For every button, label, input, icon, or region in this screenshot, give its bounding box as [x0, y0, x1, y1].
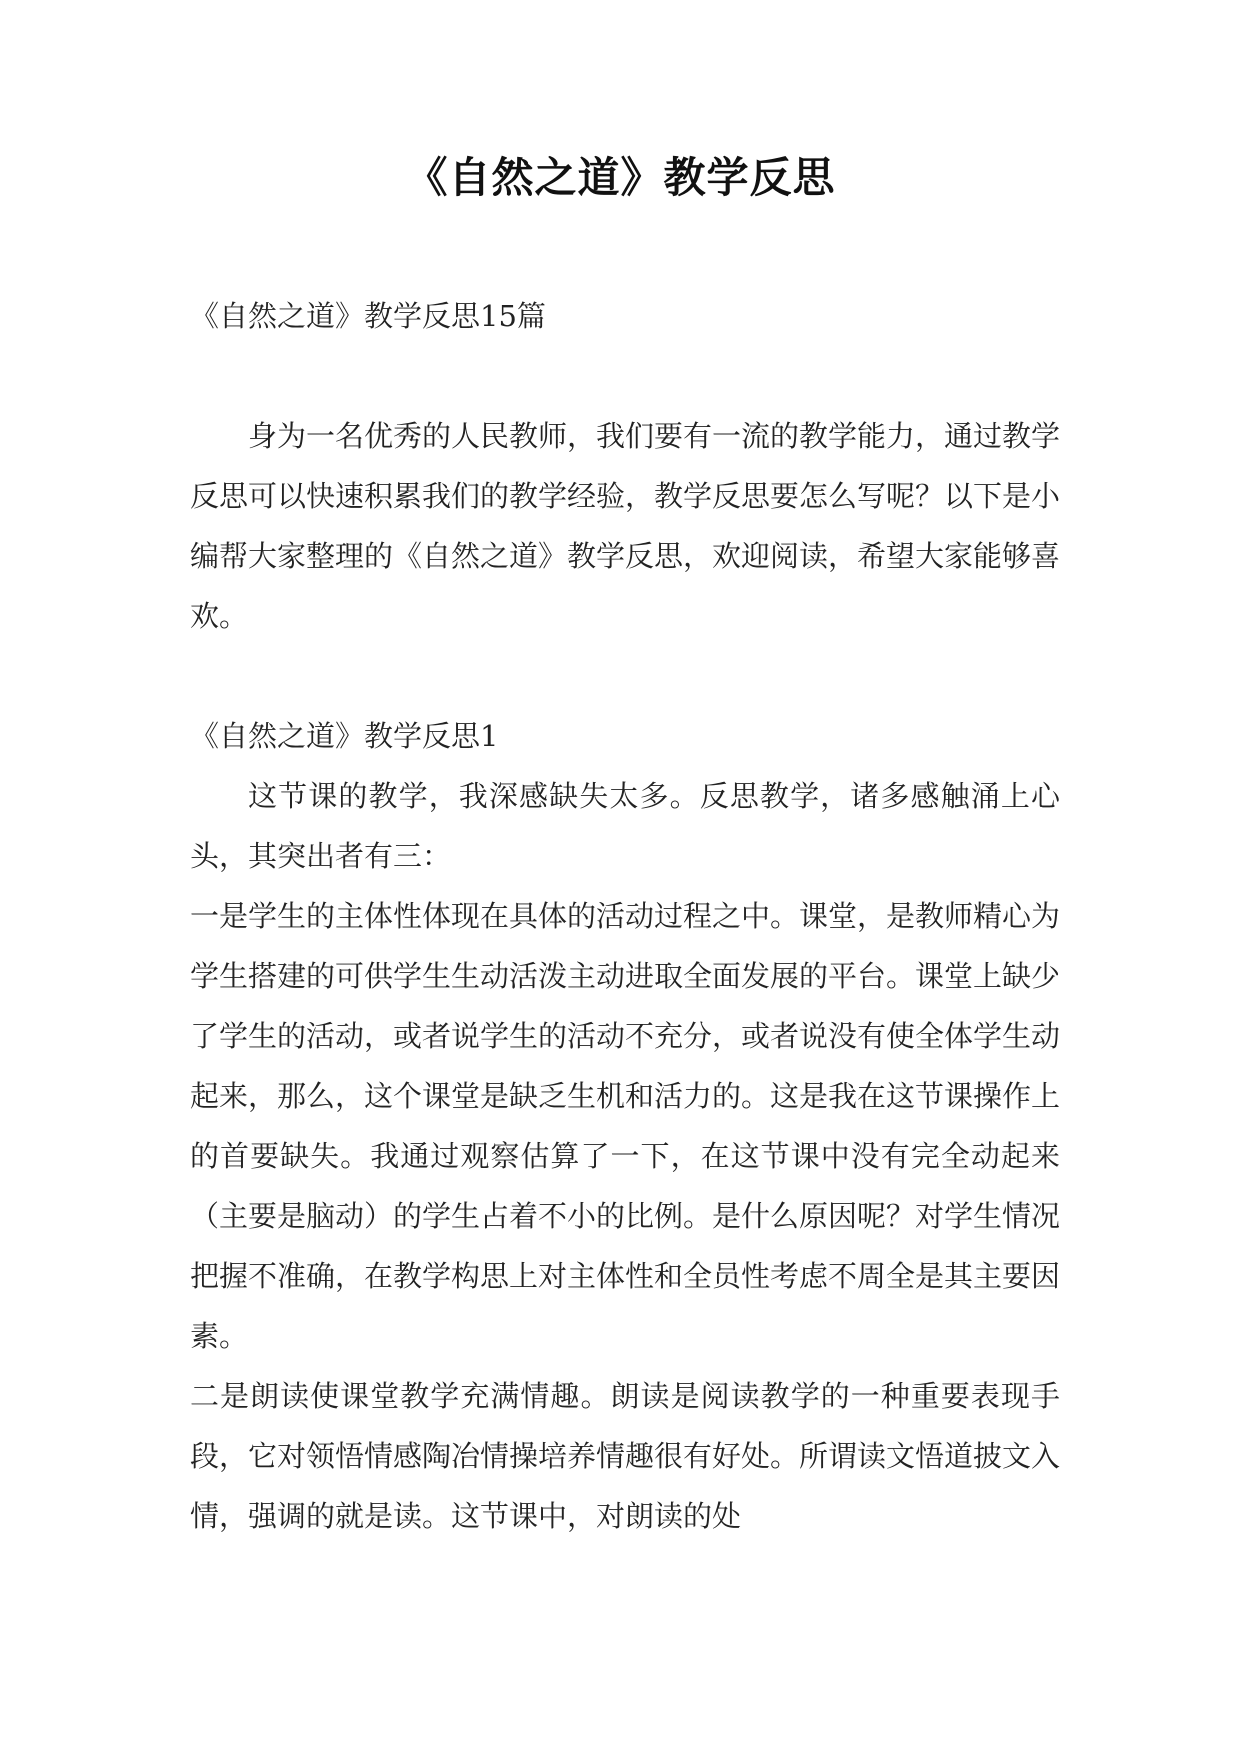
spacer [190, 346, 1060, 406]
document-body [190, 286, 1060, 1546]
intro-paragraph: 身为一名优秀的人民教师，我们要有一流的教学能力，通过教学反思可以快速积累我们的教学经验，教学反思要怎么写呢？以下是小编帮大家整理的《自然之道》教学反思，欢迎阅读，希望大家能够喜欢。 [190, 419, 1061, 633]
body-paragraph: 这节课的教学，我深感缺失太多。反思教学，诸多感触涌上心头，其突出者有三： [190, 779, 1060, 873]
document-subtitle: 《自然之道》教学反思15篇 [190, 299, 546, 333]
document-title: 《自然之道》教学反思 [405, 153, 836, 202]
body-paragraph: 一是学生的主体性体现在具体的活动过程之中。课堂，是教师精心为学生搭建的可供学生生动活泼主动进取全面发展的平台。课堂上缺少了学生的活动，或者说学生的活动不充分，或者说没有使全体学生动起来，那么，这个课堂是缺乏生机和活力的。这是我在这节课操作上的首要缺失。我通过观察估算了一下，在这节课中没有完全动起来（主要是脑动）的学生占着不小的比例。是什么原因呢？对学生情况把握不准确，在教学构思上对主体性和全员性考虑不周全是其主要因素。 [190, 899, 1061, 1353]
body-paragraph: 二是朗读使课堂教学充满情趣。朗读是阅读教学的一种重要表现手段，它对领悟情感陶冶情操培养情趣很有好处。所谓读文悟道披文入情，强调的就是读。这节课中，对朗读的处 [190, 1379, 1061, 1533]
section-heading: 《自然之道》教学反思1 [190, 719, 499, 753]
spacer [190, 646, 1060, 706]
